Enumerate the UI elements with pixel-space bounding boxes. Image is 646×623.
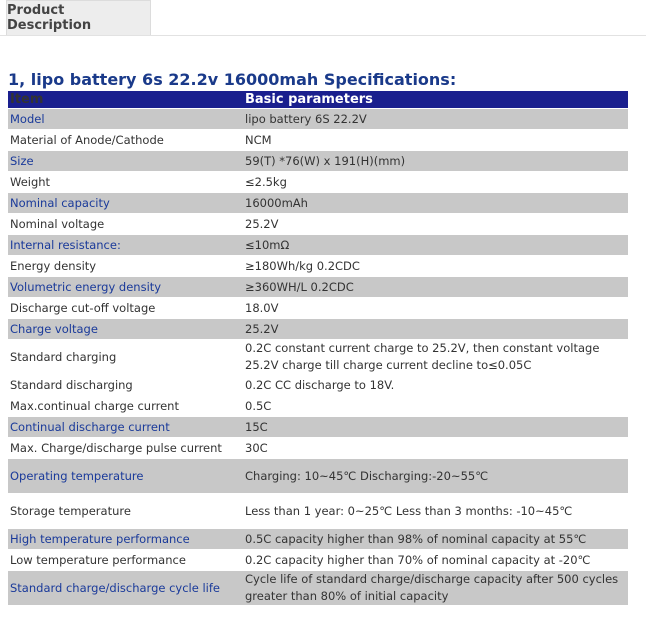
table-header-row	[8, 91, 628, 109]
table-row	[8, 319, 628, 340]
row-label: Standard charging	[8, 340, 243, 375]
table-row	[8, 109, 628, 130]
row-value: 30C	[243, 438, 628, 459]
row-value: ≤2.5kg	[243, 172, 628, 193]
table-row	[8, 438, 628, 459]
tab-bar	[0, 0, 646, 36]
header-item: Item	[8, 91, 243, 109]
table-row	[8, 130, 628, 151]
row-value: 18.0V	[243, 298, 628, 319]
row-label: Charge voltage	[8, 319, 243, 340]
row-label: Storage temperature	[8, 494, 243, 529]
row-value: Charging: 10~45℃ Discharging:-20~55℃	[243, 459, 628, 494]
row-label: Standard charge/discharge cycle life	[8, 571, 243, 606]
header-basic-parameters: Basic parameters	[243, 91, 628, 109]
tab-product-description[interactable]: Product Description	[6, 0, 151, 35]
table-row	[8, 340, 628, 375]
row-value: NCM	[243, 130, 628, 151]
row-value: 59(T) *76(W) x 191(H)(mm)	[243, 151, 628, 172]
row-value: ≥180Wh/kg 0.2CDC	[243, 256, 628, 277]
table-row	[8, 571, 628, 606]
table-row	[8, 256, 628, 277]
row-label: Low temperature performance	[8, 550, 243, 571]
spec-heading: 1, lipo battery 6s 22.2v 16000mah Specifications:	[8, 70, 457, 89]
row-label: Nominal capacity	[8, 193, 243, 214]
row-value: ≤10mΩ	[243, 235, 628, 256]
row-value: 0.2C capacity higher than 70% of nominal capacity at -20℃	[243, 550, 628, 571]
row-label: Max. Charge/discharge pulse current	[8, 438, 243, 459]
row-label: Continual discharge current	[8, 417, 243, 438]
row-value: lipo battery 6S 22.2V	[243, 109, 628, 130]
table-row	[8, 396, 628, 417]
row-value: Cycle life of standard charge/discharge capacity after 500 cycles greater than 80% of initial capacity	[243, 571, 628, 606]
row-label: Max.continual charge current	[8, 396, 243, 417]
row-label: Volumetric energy density	[8, 277, 243, 298]
row-value: 0.5C	[243, 396, 628, 417]
table-row	[8, 235, 628, 256]
row-value: 25.2V	[243, 319, 628, 340]
row-value: ≥360WH/L 0.2CDC	[243, 277, 628, 298]
row-label: High temperature performance	[8, 529, 243, 550]
row-label: Material of Anode/Cathode	[8, 130, 243, 151]
row-value: 0.2C constant current charge to 25.2V, then constant voltage 25.2V charge till charge current decline to≤0.05C	[243, 340, 628, 375]
table-row	[8, 277, 628, 298]
table-row	[8, 494, 628, 529]
table-row	[8, 529, 628, 550]
row-value: Less than 1 year: 0~25℃ Less than 3 months: -10~45℃	[243, 494, 628, 529]
table-row	[8, 298, 628, 319]
row-value: 15C	[243, 417, 628, 438]
table-row	[8, 172, 628, 193]
row-label: Model	[8, 109, 243, 130]
table-row	[8, 417, 628, 438]
row-label: Size	[8, 151, 243, 172]
table-row	[8, 550, 628, 571]
row-label: Internal resistance:	[8, 235, 243, 256]
row-value: 25.2V	[243, 214, 628, 235]
table-row	[8, 459, 628, 494]
table-row	[8, 375, 628, 396]
row-value: 16000mAh	[243, 193, 628, 214]
spec-table	[8, 90, 628, 605]
row-label: Weight	[8, 172, 243, 193]
table-row	[8, 214, 628, 235]
row-label: Standard discharging	[8, 375, 243, 396]
row-value: 0.2C CC discharge to 18V.	[243, 375, 628, 396]
row-label: Operating temperature	[8, 459, 243, 494]
table-row	[8, 151, 628, 172]
row-label: Nominal voltage	[8, 214, 243, 235]
row-value: 0.5C capacity higher than 98% of nominal capacity at 55℃	[243, 529, 628, 550]
table-row	[8, 193, 628, 214]
row-label: Discharge cut-off voltage	[8, 298, 243, 319]
row-label: Energy density	[8, 256, 243, 277]
